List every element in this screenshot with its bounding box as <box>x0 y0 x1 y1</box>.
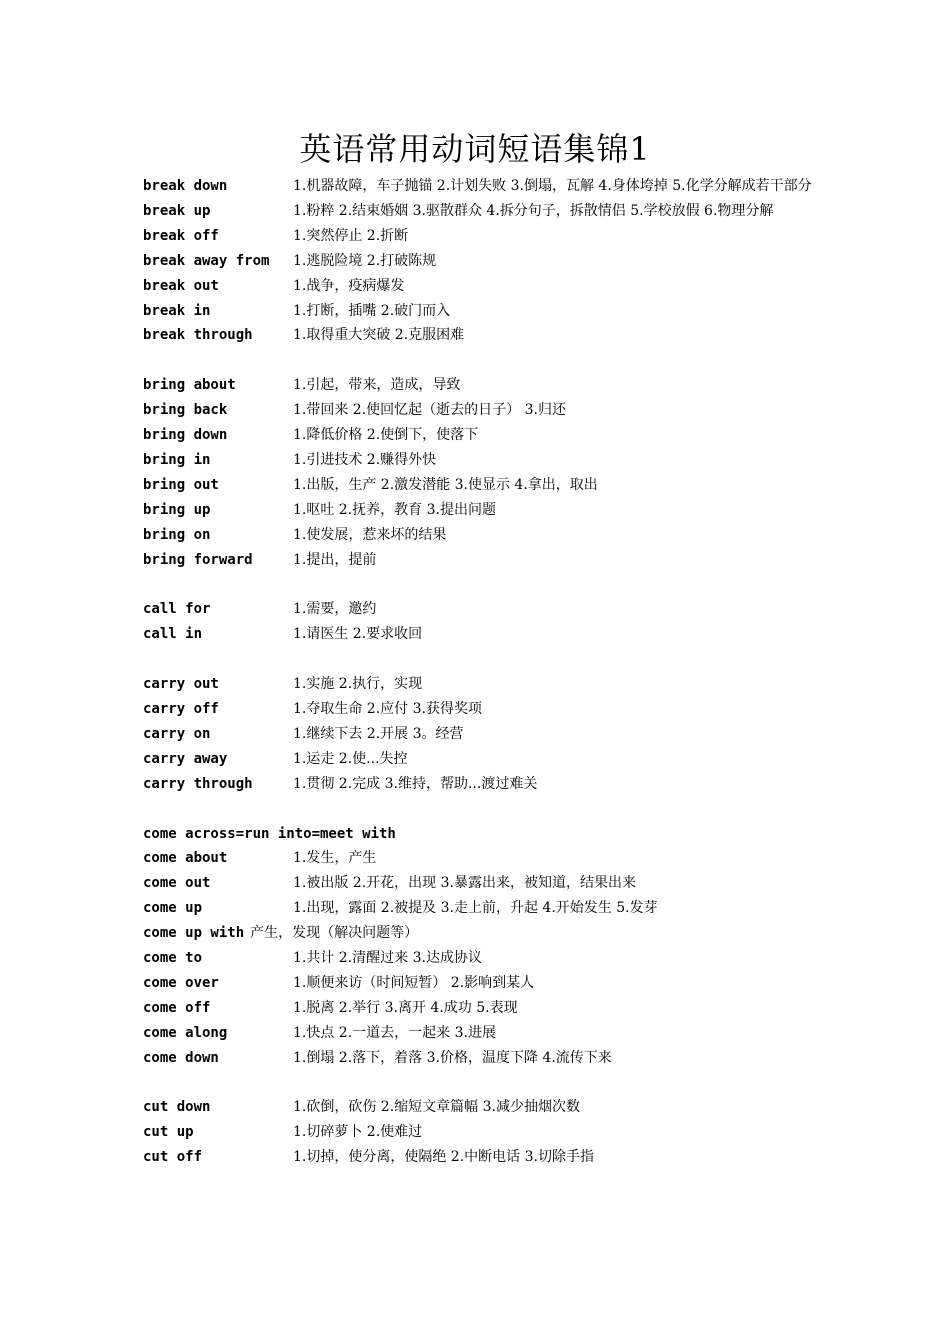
phrase-term: carry off <box>143 700 219 717</box>
phrase-term: break off <box>143 227 219 244</box>
phrase-entry <box>143 174 823 199</box>
phrase-group <box>143 672 823 797</box>
phrase-meaning: 1.继续下去 2.开展 3。经营 <box>293 725 464 742</box>
phrase-term: call for <box>143 601 211 618</box>
phrase-entry <box>143 473 823 498</box>
phrase-term: come off <box>143 999 211 1016</box>
phrase-meaning: 1.顺便来访（时间短暂） 2.影响到某人 <box>293 974 535 991</box>
phrase-meaning: 1.运走 2.使...失控 <box>293 750 408 767</box>
phrase-entry <box>143 697 823 722</box>
phrase-entry <box>143 921 823 946</box>
phrase-term: come up <box>143 900 203 917</box>
phrase-term: bring back <box>143 402 228 419</box>
phrase-entry <box>143 448 823 473</box>
phrase-group <box>143 822 823 1071</box>
phrase-meaning: 1.降低价格 2.使倒下，使落下 <box>293 427 479 444</box>
phrase-entry <box>143 597 823 622</box>
phrase-entry <box>143 1095 823 1120</box>
phrase-entry <box>143 1145 823 1170</box>
phrase-term: come out <box>143 875 211 892</box>
phrase-entry <box>143 299 823 324</box>
phrase-term: come to <box>143 950 203 967</box>
phrase-term: carry away <box>143 750 228 767</box>
phrase-meaning: 1.机器故障，车子抛锚 2.计划失败 3.倒塌，瓦解 4.身体垮掉 5.化学分解成若干部分 <box>293 178 812 194</box>
phrase-meaning: 1.引起，带来，造成，导致 <box>293 377 461 394</box>
phrase-term: come along <box>143 1024 228 1041</box>
phrase-meaning: 1.请医生 2.要求收回 <box>293 626 423 643</box>
phrase-entry <box>143 323 823 348</box>
phrase-meaning: 1.呕吐 2.抚养，教育 3.提出问题 <box>293 501 496 518</box>
phrase-meaning: 1.发生，产生 <box>293 850 377 867</box>
phrase-entry <box>143 398 823 423</box>
phrase-list <box>143 174 823 1195</box>
phrase-entry <box>143 249 823 274</box>
phrase-meaning: 1.出现，露面 2.被提及 3.走上前，升起 4.开始发生 5.发芽 <box>293 900 658 917</box>
phrase-group <box>143 597 823 647</box>
phrase-entry <box>143 1021 823 1046</box>
phrase-meaning: 1.逃脱险境 2.打破陈规 <box>293 252 437 269</box>
phrase-term: break through <box>143 327 253 344</box>
page-title: 英语常用动词短语集锦1 <box>299 130 651 168</box>
phrase-meaning: 1.使发展，惹来坏的结果 <box>293 526 447 543</box>
phrase-term: bring up <box>143 501 211 518</box>
phrase-meaning: 1.被出版 2.开花，出现 3.暴露出来，被知道，结果出来 <box>293 875 636 892</box>
phrase-term: bring down <box>143 427 228 444</box>
phrase-meaning: 1.实施 2.执行，实现 <box>293 676 423 693</box>
phrase-meaning: 1.需要，邀约 <box>293 601 377 618</box>
phrase-entry <box>143 846 823 871</box>
phrase-term: carry through <box>143 775 253 792</box>
phrase-meaning: 产生，发现（解决问题等） <box>250 925 419 942</box>
phrase-meaning: 1.倒塌 2.落下，着落 3.价格，温度下降 4.流传下来 <box>293 1049 612 1066</box>
phrase-entry <box>143 548 823 573</box>
phrase-entry <box>143 722 823 747</box>
phrase-term: call in <box>143 626 203 643</box>
phrase-term: cut up <box>143 1124 194 1141</box>
phrase-meaning: 1.夺取生命 2.应付 3.获得奖项 <box>293 700 482 717</box>
phrase-meaning: 1.切掉，使分离，使隔绝 2.中断电话 3.切除手指 <box>293 1149 594 1166</box>
phrase-meaning: 1.引进技术 2.赚得外快 <box>293 451 437 468</box>
phrase-meaning: 1.脱离 2.举行 3.离开 4.成功 5.表现 <box>293 999 518 1016</box>
phrase-term: carry out <box>143 676 219 693</box>
phrase-meaning: 1.共计 2.清醒过来 3.达成协议 <box>293 950 482 967</box>
phrase-entry <box>143 1046 823 1071</box>
phrase-meaning: 1.突然停止 2.折断 <box>293 227 409 244</box>
phrase-term: bring out <box>143 476 219 493</box>
phrase-entry <box>143 996 823 1021</box>
phrase-term: come about <box>143 850 228 867</box>
phrase-entry <box>143 423 823 448</box>
phrase-meaning: 1.打断，插嘴 2.破门而入 <box>293 302 451 319</box>
phrase-entry <box>143 523 823 548</box>
phrase-meaning: 1.取得重大突破 2.克服困难 <box>293 327 465 344</box>
phrase-term: break up <box>143 202 211 219</box>
phrase-term: break out <box>143 277 219 294</box>
phrase-entry <box>143 896 823 921</box>
phrase-entry <box>143 747 823 772</box>
phrase-meaning: 1.粉粹 2.结束婚姻 3.驱散群众 4.拆分句子，拆散情侣 5.学校放假 6.物理分解 <box>293 202 774 219</box>
phrase-entry <box>143 871 823 896</box>
phrase-meaning: 1.砍倒，砍伤 2.缩短文章篇幅 3.减少抽烟次数 <box>293 1099 580 1116</box>
phrase-term: bring forward <box>143 551 253 568</box>
phrase-meaning: 1.提出，提前 <box>293 551 377 568</box>
phrase-term: break in <box>143 302 211 319</box>
phrase-meaning: 1.出版，生产 2.激发潜能 3.使显示 4.拿出，取出 <box>293 476 598 493</box>
phrase-entry <box>143 199 823 224</box>
phrase-term: cut down <box>143 1099 211 1116</box>
phrase-group <box>143 373 823 572</box>
phrase-entry <box>143 274 823 299</box>
phrase-term: come over <box>143 974 219 991</box>
phrase-entry <box>143 946 823 971</box>
phrase-term: carry on <box>143 725 211 742</box>
phrase-entry <box>143 822 823 847</box>
phrase-group <box>143 1095 823 1170</box>
phrase-meaning: 1.贯彻 2.完成 3.维持，帮助...渡过难关 <box>293 775 538 792</box>
phrase-entry <box>143 224 823 249</box>
phrase-term: cut off <box>143 1149 203 1166</box>
phrase-entry <box>143 971 823 996</box>
phrase-term: bring on <box>143 526 211 543</box>
phrase-meaning: 1.切碎萝卜 2.使难过 <box>293 1124 423 1141</box>
phrase-entry <box>143 672 823 697</box>
phrase-entry <box>143 1120 823 1145</box>
phrase-entry <box>143 622 823 647</box>
phrase-term: come up with <box>143 925 245 942</box>
phrase-term: bring in <box>143 451 211 468</box>
phrase-meaning: 1.战争，疫病爆发 <box>293 277 405 294</box>
phrase-term: bring about <box>143 377 236 394</box>
phrase-group <box>143 174 823 348</box>
phrase-term: come down <box>143 1049 219 1066</box>
phrase-term: break away from <box>143 252 270 269</box>
phrase-entry <box>143 373 823 398</box>
phrase-entry <box>143 772 823 797</box>
phrase-term: come across=run into=meet with <box>143 825 396 842</box>
phrase-entry <box>143 498 823 523</box>
phrase-meaning: 1.快点 2.一道去，一起来 3.进展 <box>293 1024 496 1041</box>
phrase-meaning: 1.带回来 2.使回忆起（逝去的日子） 3.归还 <box>293 402 566 419</box>
phrase-term: break down <box>143 178 228 194</box>
